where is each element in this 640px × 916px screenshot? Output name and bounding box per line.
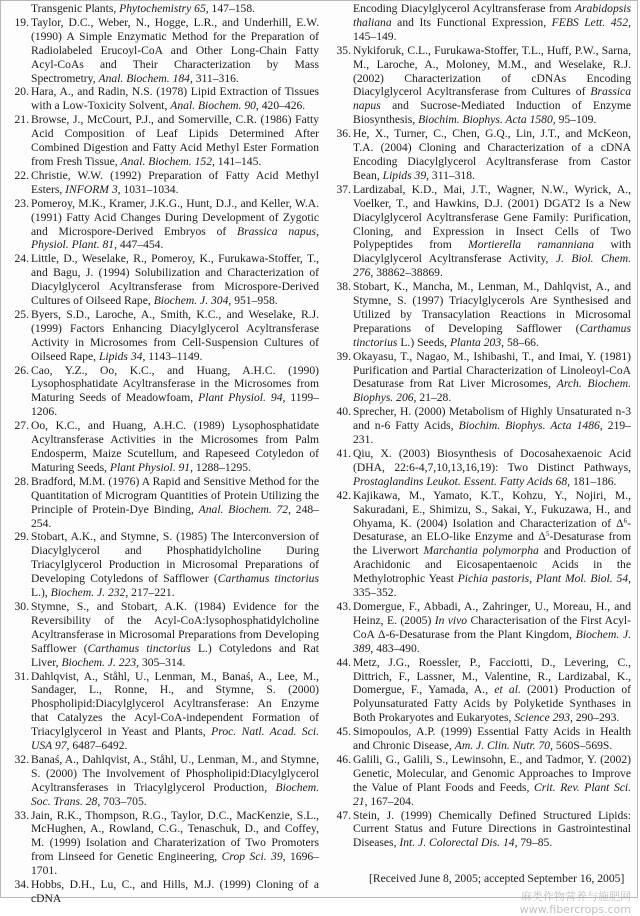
reference-text: , 420–426. (255, 99, 306, 113)
reference-entry (9, 113, 319, 169)
reference-entry (331, 350, 631, 406)
reference-text: Stobart, A.K., and Stymne, S. (1985) The Interconversion of Diacylglycerol and Phosphatidylcholine During Triacylglycerol Production in Microsomal Preparations of Developing Cotyledons of Safflower ( (31, 530, 319, 586)
reference-italic-text: Proc. Natl. Acad. Sci. USA 97 (31, 725, 319, 753)
reference-text: Lardizabal, K.D., Mai, J.T., Wagner, N.W., Wyrick, A., Voelker, T., and Hawkins, D.J. (2001) DGAT2 Is a New Diacylglycerol Acyltransferase Gene Family: Purification, Cloning, and Expression in Insect Cells of Two Polypeptides from (353, 182, 631, 252)
reference-number: 24. (14, 252, 29, 266)
reference-italic-text: Carthamus tinctorius (353, 321, 631, 349)
reference-italic-text: Carthamus tinctorius (217, 572, 319, 586)
reference-italic-text: Lipids 34 (98, 349, 143, 363)
reference-text: Taylor, D.C., Weber, N., Hogge, L.R., and Underhill, E.W. (1990) A Simple Enzymatic Method for the Preparation of Radiolabeled Erucoyl-CoA and Other Long-Chain Fatty Acyl-CoAs and Their Characterization by Mass Spectrometry, (31, 15, 319, 85)
reference-text: Little, D., Weselake, R., Pomeroy, K., Furukawa-Stoffer, T., and Bagu, J. (1994) Solubilization and Characterization of Diacylglycerol Acyltransferase from Microspore-Derived Cultures of Oilseed Rape, (31, 252, 319, 308)
reference-text: Transgenic Plants, (31, 2, 120, 15)
reference-number: 25. (14, 307, 29, 321)
reference-italic-text: Biochem. J. 232 (50, 586, 126, 600)
reference-entry (9, 753, 319, 809)
reference-number: 33. (14, 808, 29, 822)
reference-text: L.), (31, 586, 51, 600)
reference-text: Stein, J. (1999) Chemically Defined Structured Lipids: Current Status and Future Directions in Gastrointestinal Diseases, (353, 808, 631, 850)
reference-text: -Desaturase from the Liverwort (353, 530, 631, 558)
reference-entry (9, 475, 319, 531)
reference-italic-text: et al. (494, 683, 521, 697)
reference-italic-text: Arch. Biochem. Biophys. 206 (353, 377, 631, 405)
reference-italic-text: Science 293 (514, 711, 571, 725)
reference-text: L.) Cotyledons and Rat Liver, (31, 641, 320, 669)
reference-number: 20. (14, 85, 29, 99)
reference-continuation (331, 2, 631, 44)
reference-italic-text: Crop Sci. 39 (221, 850, 283, 864)
reference-entry (331, 753, 631, 809)
reference-text: Sprecher, H. (2000) Metabolism of Highly Unsaturated n-3 and n-6 Fatty Acids, (353, 405, 631, 433)
reference-text: , 560S–569S. (550, 739, 613, 753)
reference-italic-text: Lipids 39 (382, 168, 427, 182)
reference-text: , 141–145. (212, 154, 262, 168)
reference-number: 28. (14, 474, 29, 488)
reference-text: , 483–490. (370, 641, 420, 655)
reference-text: Simopoulos, A.P. (1999) Essential Fatty Acids in Health and Chronic Disease, (353, 725, 631, 753)
reference-italic-text: Phytochemistry 65 (119, 2, 206, 15)
reference-entry (331, 725, 631, 753)
reference-text: , 248–254. (31, 502, 319, 530)
reference-text: , 335–352. (353, 572, 632, 600)
reference-number: 22. (14, 168, 29, 182)
reference-number: 34. (14, 878, 29, 892)
reference-text: Galili, G., Galili, S., Lewinsohn, E., and Tadmor, Y. (2002) Genetic, Molecular, and Genomic Approaches to Improve the Value of Plant Foods and Feeds, (353, 752, 631, 794)
reference-italic-text: Plant Physiol. 94 (198, 391, 283, 405)
reference-text: Christie, W.W. (1992) Preparation of Fatty Acid Methyl Esters, (31, 168, 319, 196)
reference-italic-text: INFORM 3 (65, 182, 118, 196)
reference-entry (9, 16, 319, 86)
reference-number: 46. (336, 752, 351, 766)
references-left-column (9, 2, 319, 906)
reference-italic-text: Biochem. J. 304 (153, 294, 229, 308)
reference-text: Stobart, K., Mancha, M., Lenman, M., Dahlqvist, A., and Stymne, S. (1997) Triacylglycerols Are Synthesised and Utilized by Transacylation Reactions in Microsomal Preparations of Developing Safflower ( (353, 280, 631, 335)
reference-entry (9, 169, 319, 197)
reference-italic-text: Biochim. Biophys. Acta 1580 (418, 113, 553, 127)
reference-italic-text: FEBS Lett. 452 (551, 15, 629, 29)
reference-italic-text: Mortierella ramanniana (468, 238, 595, 252)
reference-number: 43. (336, 599, 351, 613)
reference-text: , 38862–38869. (370, 266, 443, 280)
reference-superscript: 6 (623, 516, 628, 525)
reference-entry (9, 85, 319, 113)
reference-text: , (316, 224, 319, 238)
reference-text: Nykiforuk, C.L., Furukawa-Stoffer, T.L., Huff, P.W., Sarna, M., Laroche, A., Moloney, M.M., and Weselake, R.J. (2002) Characterization of cDNAs Encoding Diacylglycerol Acyltransferase from Cultures of (353, 43, 631, 99)
reference-text: Byers, S.D., Laroche, A., Smith, K.C., and Weselake, R.J. (1999) Factors Enhancing Diacylglycerol Acyltransferase Activity in Microsomes from Cell-Suspension Cultures of Oilseed Rape, (31, 307, 319, 363)
watermark-site-name: 麻类作物营养与施肥网 (521, 890, 631, 904)
reference-italic-text: Int. J. Colorectal Dis. 14 (399, 836, 515, 850)
reference-number: 26. (14, 363, 29, 377)
reference-text: Metz, J.G., Roessler, P., Facciotti, D., Levering, C., Dittrich, F., Lassner, M., Valentine, R., Lardizabal, K., Domergue, F., Yamada, A., (353, 655, 631, 697)
reference-italic-text: Carthamus tinctorius (87, 641, 191, 655)
reference-entry (331, 447, 631, 489)
reference-continuation (9, 2, 319, 16)
reference-entry (331, 127, 631, 183)
reference-text: Cao, Y.Z., Oo, K.C., and Huang, A.H.C. (1990) Lysophosphatidate Acyltransferase in the Microsomes from Maturing Seeds of Meadowfoam, (31, 363, 319, 405)
reference-text: , 1143–1149. (142, 349, 203, 363)
reference-text: Okayasu, T., Nagao, M., Ishibashi, T., and Imai, Y. (1981) Purification and Partial Characterization of Linoleoyl-CoA Desaturase from Rat Liver Microsomes, (353, 349, 631, 391)
reference-text: , 217–221. (125, 586, 175, 600)
reference-text: Jain, R.K., Thompson, R.G., Taylor, D.C., MacKenzie, S.L., McHughen, A., Rowland, C.G., Tenaschuk, D., and Coffey, M. (1999) Isolation and Charaterization of Two Promoters from Linseed for Genetic Engineering, (31, 808, 319, 864)
reference-number: 30. (14, 599, 29, 613)
reference-text: Encoding Diacylglycerol Acyltransferase from (353, 2, 575, 15)
reference-text: , 290–293. (570, 711, 620, 725)
reference-text: , (529, 572, 536, 586)
reference-text: , 58–66. (501, 335, 539, 349)
reference-entry (331, 600, 631, 656)
reference-entry (331, 183, 631, 280)
reference-text: Bradford, M.M. (1976) A Rapid and Sensitive Method for the Quantitation of Microgram Quantities of Protein Utilizing the Principle of Protein-Dye Binding, (31, 474, 319, 516)
reference-text: , 181–186. (567, 474, 617, 488)
reference-italic-text: Plant Physiol. 91 (109, 460, 191, 474)
references-right-list (331, 2, 631, 850)
reference-text: Dahlqvist, A., Ståhl, U., Lenman, M., Banaś, A., Lee, M., Sandager, L., Ronne, H., and Stymne, S. (2000) Phospholipid:Diacylglycerol Acyltransferase: An Enzyme that Catalyzes the Acyl-CoA-independent Formation of Triacylglycerol in Yeast and Plants, (31, 669, 319, 739)
reference-italic-text: Biochem. Soc. Trans. 28 (31, 780, 319, 808)
reference-entry (9, 600, 319, 670)
reference-italic-text: In vivo (434, 613, 468, 627)
reference-number: 40. (336, 405, 351, 419)
reference-text: , 95–109. (552, 113, 597, 127)
reference-text: , 21–28. (413, 391, 452, 405)
reference-number: 37. (336, 182, 351, 196)
reference-italic-text: Anal. Biochem. 72 (198, 502, 289, 516)
reference-number: 36. (336, 127, 351, 141)
reference-text: and Production of Arachidonic and Eicosapentaenoic Acids in the Methylotrophic Yeast (353, 544, 631, 586)
reference-entry (331, 656, 631, 726)
reference-italic-text: Brassica napus (353, 85, 631, 113)
reference-italic-text: Am. J. Clin. Nutr. 70 (454, 739, 551, 753)
reference-text: -Desaturase, an ELO-like Enzyme and Δ (353, 516, 631, 544)
reference-number: 19. (14, 15, 29, 29)
reference-text: Hara, A., and Radin, N.S. (1978) Lipid Extraction of Tissues with a Low-Toxicity Solvent, (31, 85, 319, 113)
reference-text: , 703–705. (97, 794, 147, 808)
reference-text: , 1031–1034. (117, 182, 179, 196)
reference-italic-text: Prostaglandins Leukot. Essent. Fatty Acids 68 (353, 474, 568, 488)
reference-text: and Its Functional Expression, (391, 15, 552, 29)
reference-text: , 1288–1295. (190, 460, 251, 474)
reference-number: 31. (14, 669, 29, 683)
reference-entry (9, 530, 319, 600)
reference-text: , 6487–6492. (66, 739, 128, 753)
reference-text: Banaś, A., Dahlqvist, A., Ståhl, U., Lenman, M., and Stymne, S. (2000) The Involvement of Phospholipid:Diacylglycerol Acyltransferases in Triacylglycerol Production, (31, 752, 319, 794)
reference-italic-text: Planta 203 (449, 335, 502, 349)
reference-text: , 145–149. (353, 15, 631, 43)
reference-number: 47. (336, 808, 351, 822)
reference-entry (9, 419, 319, 475)
reference-number: 42. (336, 488, 351, 502)
reference-number: 41. (336, 447, 351, 460)
reference-italic-text: J. Biol. Chem. 276 (353, 252, 631, 280)
reference-italic-text: Biochem. J. 389 (353, 627, 632, 655)
reference-entry (331, 280, 631, 350)
reference-italic-text: Biochem. J. 223 (61, 655, 137, 669)
reference-italic-text: Brassica napus (237, 224, 317, 238)
reference-entry (9, 197, 319, 253)
reference-text: Browse, J., McCourt, P.J., and Somerville, C.R. (1986) Fatty Acid Composition of Leaf Lipids Determined After Combined Digestion and Fatty Acid Methyl Ester Formation from Fresh Tissue, (31, 113, 319, 168)
reference-number: 35. (336, 43, 351, 57)
reference-text: and Sucrose-Mediated Induction of Enzyme Biosynthesis, (353, 99, 631, 127)
reference-italic-text: Biochim. Biophys. Acta 1486 (458, 419, 600, 433)
reference-text: , 1696–1701. (31, 850, 319, 878)
reference-entry (9, 252, 319, 308)
references-right-column (331, 2, 631, 916)
reference-italic-text: Anal. Biochem. 90 (170, 99, 256, 113)
reference-number: 27. (14, 419, 29, 433)
reference-text: , 79–85. (514, 836, 553, 850)
reference-number: 29. (14, 530, 29, 544)
reference-italic-text: Marchantia polymorpha (423, 544, 539, 558)
reference-text: , 167–204. (364, 794, 414, 808)
reference-number: 39. (336, 349, 351, 363)
reference-text: , 311–316. (189, 71, 239, 85)
reference-text: , 311–318. (426, 168, 475, 182)
reference-text: L.) Seeds, (397, 335, 450, 349)
reference-text: Hobbs, D.H., Lu, C., and Hills, M.J. (1999) Cloning of a cDNA (31, 878, 319, 905)
reference-italic-text: Anal. Biochem. 184 (98, 71, 190, 85)
reference-text: , 305–314. (136, 655, 186, 669)
reference-text: Domergue, F., Abbadi, A., Zahringer, U., Moreau, H., and Heinz, E. (2005) (353, 599, 631, 627)
reference-text: , 219–231. (353, 419, 631, 447)
reference-italic-text: Physiol. Plant. 81 (31, 238, 115, 252)
reference-text: , 1199–1206. (31, 391, 319, 419)
reference-number: 44. (336, 655, 351, 669)
reference-text: Pomeroy, M.K., Kramer, J.K.G., Hunt, D.J., and Keller, W.A. (1991) Fatty Acid Changes During Development of Zygotic and Microspore-Derived Embryos of (31, 196, 319, 238)
reference-entry (331, 405, 631, 447)
reference-text: Oo, K.C., and Huang, A.H.C. (1989) Lysophosphatidate Acyltransferase Activities in the Microsomes from Palm Endosperm, Maize Scutellum, and Rapeseed Cotyledon of Maturing Seeds, (31, 419, 319, 474)
reference-number: 38. (336, 280, 351, 294)
reference-text: Qiu, X. (2003) Biosynthesis of Docosahexaenoic Acid (DHA, 22:6-4,7,10,13,16,19): Two Distinct Pathways, (353, 447, 631, 474)
reference-italic-text: Crit. Rev. Plant Sci. 21 (353, 780, 632, 808)
reference-entry (9, 809, 319, 879)
reference-number: 23. (14, 196, 29, 210)
watermark-url: www.fibercrops.com (519, 903, 631, 916)
reference-text: , 951–958. (228, 294, 278, 308)
reference-entry (9, 364, 319, 420)
reference-number: 32. (14, 752, 29, 766)
reference-entry (9, 308, 319, 364)
received-accepted-note: [Received June 8, 2005; accepted September 16, 2005] (369, 872, 625, 886)
reference-text: with Diacylglycerol Acyltransferase Activity, (353, 238, 631, 266)
reference-number: 21. (14, 113, 29, 127)
reference-entry (9, 878, 319, 906)
reference-entry (331, 44, 631, 127)
reference-text: , 447–454. (114, 238, 164, 252)
reference-superscript: 5 (545, 530, 550, 539)
reference-italic-text: Arabidopsis thaliana (353, 2, 631, 29)
reference-italic-text: Anal. Biochem. 152 (120, 154, 212, 168)
reference-text: Characterisation of the First Acyl-CoA Δ-6-Desaturase from the Plant Kingdom, (353, 613, 631, 641)
reference-entry (331, 489, 631, 600)
reference-text: Stymne, S., and Stobart, A.K. (1984) Evidence for the Reversibility of the Acyl-CoA:lysophosphatidylcholine Acyltransferase in Microsomal Preparations from Developing Safflower ( (31, 599, 319, 655)
reference-text: , 147–158. (205, 2, 256, 15)
reference-entry (331, 809, 631, 851)
reference-number: 45. (336, 725, 351, 739)
reference-text: Kajikawa, M., Yamato, K.T., Kohzu, Y., Nojiri, M., Sakuradani, E., Shimizu, S., Sakai, Y., Fukuzawa, H., and Ohyama, K. (2004) Isolation and Characterization of Δ (353, 488, 631, 530)
reference-italic-text: Pichia pastoris (457, 572, 530, 586)
reference-italic-text: Plant Mol. Biol. 54 (535, 572, 629, 586)
watermark (520, 890, 631, 916)
reference-entry (9, 670, 319, 753)
reference-text: (2001) Production of Polyunsaturated Fatty Acids by Polyketide Synthases in Both Prokaryotes and Eukaryotes, (353, 683, 631, 725)
reference-text: He, X., Turner, C., Chen, G.Q., Lin, J.T., and McKeon, T.A. (2004) Cloning and Characterization of a cDNA Encoding Diacylglycerol Acyltransferase from Castor Bean, (353, 127, 631, 182)
